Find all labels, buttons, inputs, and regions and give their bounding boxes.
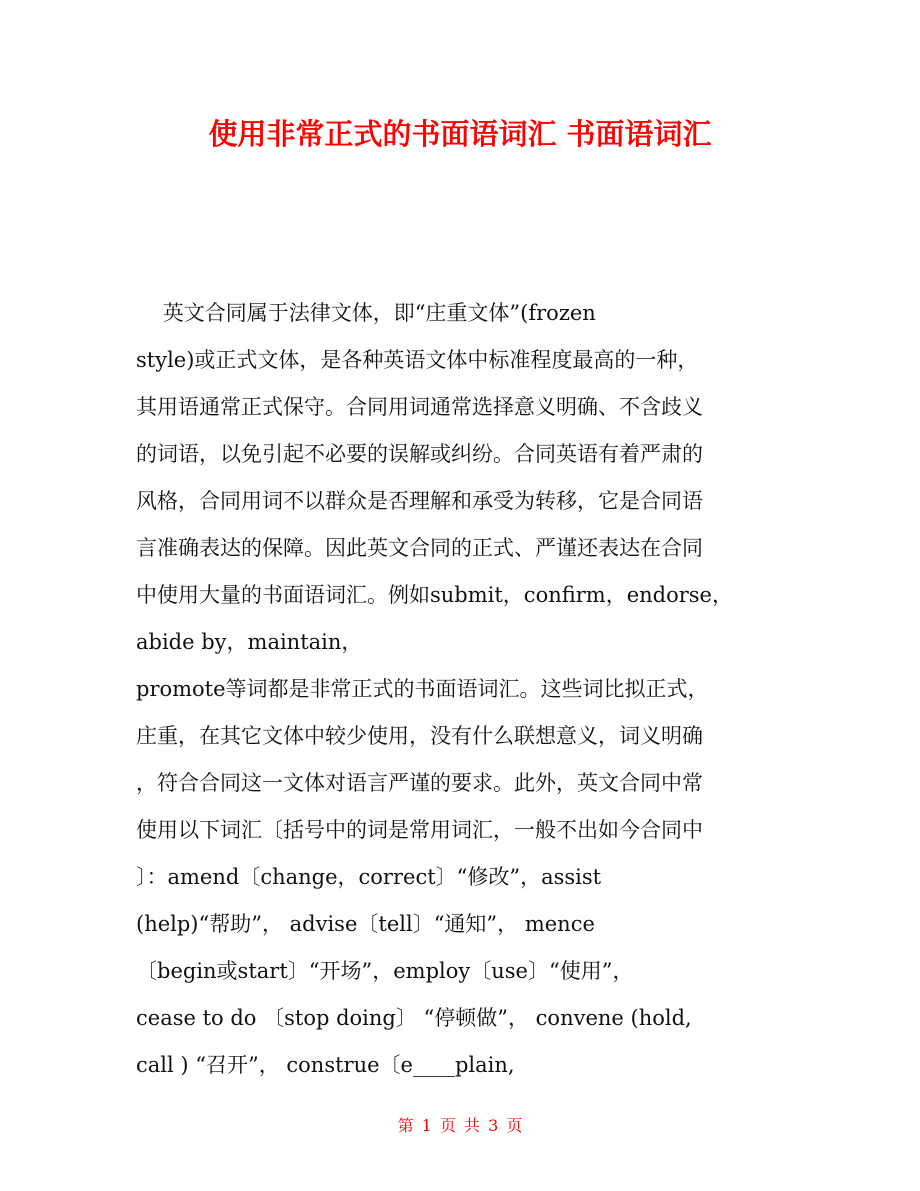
text-line: 庄重，在其它文体中较少使用，没有什么联想意义，词义明确 — [136, 724, 703, 748]
text-line: (help)“帮助”， advise〔tell〕“通知”， mence — [136, 912, 595, 936]
page-number-footer: 第 1 页 共 3 页 — [397, 1116, 523, 1135]
body-text — [136, 296, 796, 1095]
text-line: cease to do 〔stop doing〕 “停顿做”， convene (hold, — [136, 1006, 692, 1030]
text-line: abide by，maintain， — [136, 630, 363, 654]
text-line: 中使用大量的书面语词汇。例如submit，confirm，endorse， — [136, 583, 733, 607]
text-line: 的词语，以免引起不必要的误解或纠纷。合同英语有着严肃的 — [136, 442, 703, 466]
text-line: 〕：amend〔change，correct〕“修改”，assist — [136, 865, 602, 889]
text-line: 其用语通常正式保守。合同用词通常选择意义明确、不含歧义 — [136, 395, 703, 419]
page-title: 使用非常正式的书面语词汇 书面语词汇 — [208, 117, 712, 151]
text-line: promote等词都是非常正式的书面语词汇。这些词比拟正式， — [136, 677, 709, 701]
text-line: style)或正式文体，是各种英语文体中标准程度最高的一种， — [136, 348, 699, 372]
text-line: 言准确表达的保障。因此英文合同的正式、严谨还表达在合同 — [136, 536, 703, 560]
text-line: 风格，合同用词不以群众是否理解和承受为转移，它是合同语 — [136, 489, 703, 513]
text-line: 英文合同属于法律文体，即“庄重文体”(frozen — [136, 301, 596, 325]
text-line: 使用以下词汇〔括号中的词是常用词汇，一般不出如今合同中 — [136, 818, 703, 842]
text-line: call ) “召开”， construe〔e____plain, — [136, 1053, 515, 1077]
text-line: 〔begin或start〕“开场”，employ〔use〕“使用”， — [136, 959, 634, 983]
text-line: ，符合合同这一文体对语言严谨的要求。此外，英文合同中常 — [136, 771, 703, 795]
